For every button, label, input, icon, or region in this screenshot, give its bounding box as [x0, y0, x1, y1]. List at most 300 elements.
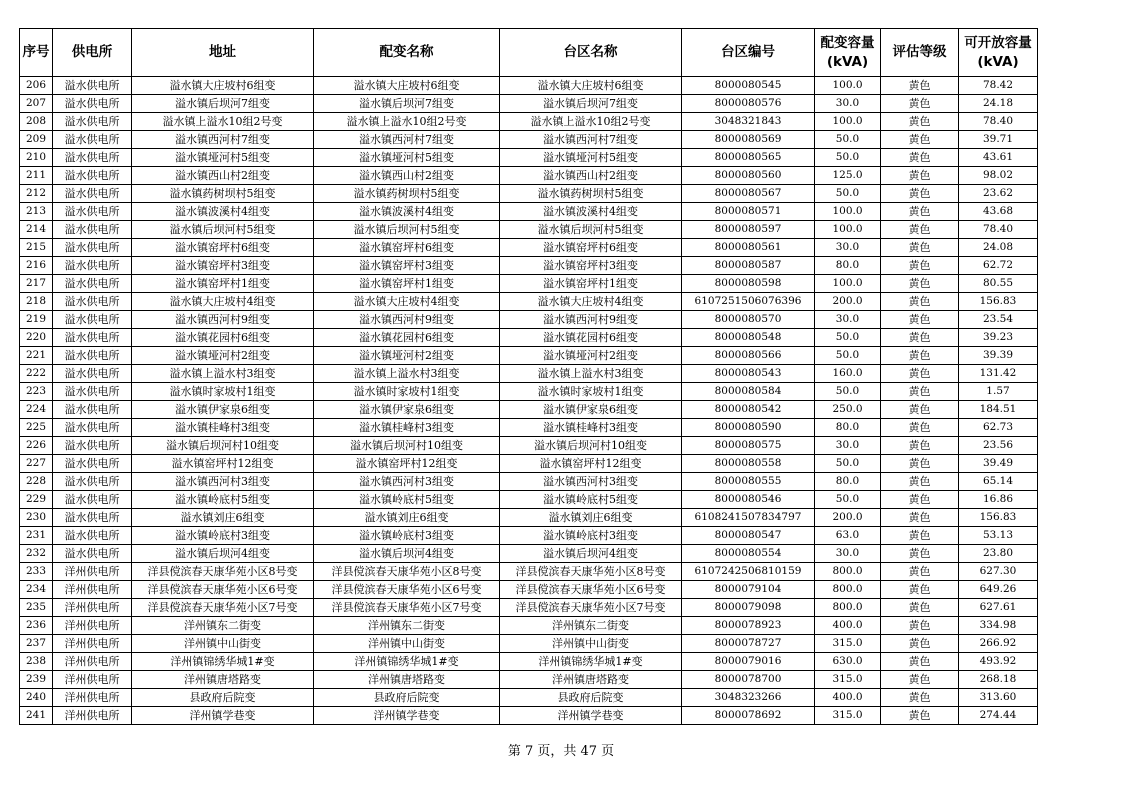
cell-area-name: 溢水镇西河村9组变: [500, 311, 682, 329]
cell-address: 溢水镇窑坪村12组变: [132, 455, 314, 473]
cell-address: 溢水镇后坝河村10组变: [132, 437, 314, 455]
cell-seq: 208: [20, 113, 53, 131]
cell-area-name: 溢水镇垭河村2组变: [500, 347, 682, 365]
cell-transformer: 溢水镇桂峰村3组变: [314, 419, 500, 437]
cell-area-name: 溢水镇西山村2组变: [500, 167, 682, 185]
cell-capacity: 315.0: [815, 707, 881, 725]
cell-transformer: 洋州镇锦绣华城1#变: [314, 653, 500, 671]
cell-area-name: 洋县傥滨春天康华苑小区8号变: [500, 563, 682, 581]
cell-capacity: 800.0: [815, 581, 881, 599]
table-row: [20, 311, 1038, 329]
cell-area-code: 8000080576: [682, 95, 815, 113]
cell-transformer: 溢水镇窑坪村1组变: [314, 275, 500, 293]
cell-area-code: 8000078727: [682, 635, 815, 653]
cell-area-name: 溢水镇窑坪村6组变: [500, 239, 682, 257]
cell-open-capacity: 268.18: [959, 671, 1038, 689]
cell-area-name: 洋县傥滨春天康华苑小区6号变: [500, 581, 682, 599]
table-row: [20, 257, 1038, 275]
cell-grade: 黄色: [881, 77, 959, 95]
cell-grade: 黄色: [881, 653, 959, 671]
cell-station: 洋州供电所: [53, 599, 132, 617]
cell-seq: 223: [20, 383, 53, 401]
cell-address: 溢水镇垭河村2组变: [132, 347, 314, 365]
cell-address: 洋州镇东二街变: [132, 617, 314, 635]
cell-area-code: 8000080543: [682, 365, 815, 383]
cell-area-code: 6108241507834797: [682, 509, 815, 527]
cell-open-capacity: 24.08: [959, 239, 1038, 257]
cell-transformer: 溢水镇西山村2组变: [314, 167, 500, 185]
cell-transformer: 溢水镇后坝河村5组变: [314, 221, 500, 239]
cell-capacity: 160.0: [815, 365, 881, 383]
cell-transformer: 洋州镇唐塔路变: [314, 671, 500, 689]
table-row: [20, 383, 1038, 401]
cell-area-code: 8000078692: [682, 707, 815, 725]
cell-seq: 226: [20, 437, 53, 455]
cell-seq: 225: [20, 419, 53, 437]
cell-capacity: 315.0: [815, 635, 881, 653]
cell-address: 洋县傥滨春天康华苑小区8号变: [132, 563, 314, 581]
cell-address: 溢水镇窑坪村3组变: [132, 257, 314, 275]
cell-capacity: 50.0: [815, 347, 881, 365]
cell-area-code: 8000080558: [682, 455, 815, 473]
cell-seq: 218: [20, 293, 53, 311]
cell-capacity: 50.0: [815, 131, 881, 149]
table-row: [20, 599, 1038, 617]
cell-area-code: 6107251506076396: [682, 293, 815, 311]
cell-transformer: 溢水镇后坝河7组变: [314, 95, 500, 113]
table-row: [20, 401, 1038, 419]
cell-open-capacity: 43.68: [959, 203, 1038, 221]
cell-area-code: 8000080597: [682, 221, 815, 239]
cell-area-name: 洋州镇学巷变: [500, 707, 682, 725]
cell-area-code: 8000080566: [682, 347, 815, 365]
cell-area-code: 8000078700: [682, 671, 815, 689]
cell-seq: 219: [20, 311, 53, 329]
cell-area-name: 溢水镇波溪村4组变: [500, 203, 682, 221]
cell-station: 溢水供电所: [53, 419, 132, 437]
cell-address: 县政府后院变: [132, 689, 314, 707]
cell-seq: 209: [20, 131, 53, 149]
cell-area-code: 3048321843: [682, 113, 815, 131]
header-address: 地址: [132, 29, 314, 77]
cell-area-code: 8000079016: [682, 653, 815, 671]
cell-grade: 黄色: [881, 707, 959, 725]
page-number: 第 7 页，共 47 页: [507, 744, 615, 759]
table-row: [20, 221, 1038, 239]
cell-open-capacity: 184.51: [959, 401, 1038, 419]
cell-grade: 黄色: [881, 275, 959, 293]
cell-address: 洋州镇锦绣华城1#变: [132, 653, 314, 671]
cell-area-code: 8000080548: [682, 329, 815, 347]
table-row: [20, 635, 1038, 653]
header-row: [20, 29, 1038, 77]
cell-capacity: 800.0: [815, 599, 881, 617]
cell-capacity: 63.0: [815, 527, 881, 545]
table-row: [20, 131, 1038, 149]
cell-seq: 236: [20, 617, 53, 635]
cell-address: 洋州镇唐塔路变: [132, 671, 314, 689]
cell-area-name: 溢水镇西河村3组变: [500, 473, 682, 491]
cell-transformer: 溢水镇大庄坡村4组变: [314, 293, 500, 311]
cell-address: 溢水镇花园村6组变: [132, 329, 314, 347]
table-row: [20, 275, 1038, 293]
table-row: [20, 689, 1038, 707]
cell-grade: 黄色: [881, 599, 959, 617]
cell-address: 溢水镇桂峰村3组变: [132, 419, 314, 437]
cell-station: 洋州供电所: [53, 635, 132, 653]
cell-open-capacity: 24.18: [959, 95, 1038, 113]
cell-transformer: 溢水镇垭河村2组变: [314, 347, 500, 365]
cell-address: 溢水镇窑坪村6组变: [132, 239, 314, 257]
cell-seq: 235: [20, 599, 53, 617]
cell-seq: 217: [20, 275, 53, 293]
cell-area-name: 洋州镇东二街变: [500, 617, 682, 635]
cell-station: 溢水供电所: [53, 509, 132, 527]
cell-capacity: 50.0: [815, 455, 881, 473]
cell-seq: 231: [20, 527, 53, 545]
cell-grade: 黄色: [881, 257, 959, 275]
cell-grade: 黄色: [881, 383, 959, 401]
cell-capacity: 30.0: [815, 437, 881, 455]
cell-address: 溢水镇西山村2组变: [132, 167, 314, 185]
cell-open-capacity: 23.62: [959, 185, 1038, 203]
cell-area-name: 溢水镇垭河村5组变: [500, 149, 682, 167]
cell-transformer: 溢水镇后坝河4组变: [314, 545, 500, 563]
cell-transformer: 溢水镇岭底村3组变: [314, 527, 500, 545]
cell-transformer: 溢水镇花园村6组变: [314, 329, 500, 347]
table-row: [20, 239, 1038, 257]
cell-seq: 222: [20, 365, 53, 383]
header-capacity-line1: 配变容量: [820, 34, 875, 51]
cell-address: 溢水镇上溢水10组2号变: [132, 113, 314, 131]
cell-area-name: 洋州镇中山街变: [500, 635, 682, 653]
cell-area-name: 溢水镇岭底村5组变: [500, 491, 682, 509]
cell-grade: 黄色: [881, 95, 959, 113]
cell-seq: 228: [20, 473, 53, 491]
cell-seq: 206: [20, 77, 53, 95]
cell-seq: 216: [20, 257, 53, 275]
cell-area-code: 8000080542: [682, 401, 815, 419]
cell-station: 溢水供电所: [53, 347, 132, 365]
cell-open-capacity: 80.55: [959, 275, 1038, 293]
cell-seq: 224: [20, 401, 53, 419]
table-row: [20, 491, 1038, 509]
cell-capacity: 400.0: [815, 689, 881, 707]
page-footer: [0, 740, 1122, 759]
cell-station: 洋州供电所: [53, 707, 132, 725]
header-station: 供电所: [53, 29, 132, 77]
cell-area-name: 洋州镇唐塔路变: [500, 671, 682, 689]
cell-open-capacity: 627.30: [959, 563, 1038, 581]
cell-open-capacity: 39.39: [959, 347, 1038, 365]
cell-transformer: 县政府后院变: [314, 689, 500, 707]
cell-address: 溢水镇窑坪村1组变: [132, 275, 314, 293]
cell-address: 洋州镇中山街变: [132, 635, 314, 653]
table-row: [20, 473, 1038, 491]
cell-transformer: 溢水镇大庄坡村6组变: [314, 77, 500, 95]
table-row: [20, 113, 1038, 131]
cell-open-capacity: 39.23: [959, 329, 1038, 347]
cell-area-name: 溢水镇大庄坡村6组变: [500, 77, 682, 95]
cell-grade: 黄色: [881, 167, 959, 185]
cell-address: 洋县傥滨春天康华苑小区6号变: [132, 581, 314, 599]
cell-seq: 240: [20, 689, 53, 707]
cell-area-name: 溢水镇药树坝村5组变: [500, 185, 682, 203]
cell-address: 溢水镇后坝河7组变: [132, 95, 314, 113]
cell-seq: 237: [20, 635, 53, 653]
cell-area-code: 8000080584: [682, 383, 815, 401]
cell-capacity: 80.0: [815, 257, 881, 275]
cell-area-code: 8000080571: [682, 203, 815, 221]
cell-area-code: 8000080567: [682, 185, 815, 203]
cell-seq: 238: [20, 653, 53, 671]
cell-capacity: 80.0: [815, 473, 881, 491]
cell-area-code: 8000080587: [682, 257, 815, 275]
cell-open-capacity: 65.14: [959, 473, 1038, 491]
cell-grade: 黄色: [881, 689, 959, 707]
cell-station: 溢水供电所: [53, 491, 132, 509]
header-open-capacity: [959, 29, 1038, 77]
cell-station: 洋州供电所: [53, 617, 132, 635]
cell-seq: 212: [20, 185, 53, 203]
header-capacity: [815, 29, 881, 77]
cell-open-capacity: 62.72: [959, 257, 1038, 275]
cell-transformer: 溢水镇刘庄6组变: [314, 509, 500, 527]
cell-transformer: 溢水镇西河村7组变: [314, 131, 500, 149]
cell-area-code: 8000080569: [682, 131, 815, 149]
cell-station: 洋州供电所: [53, 563, 132, 581]
cell-grade: 黄色: [881, 635, 959, 653]
cell-open-capacity: 43.61: [959, 149, 1038, 167]
cell-area-name: 溢水镇桂峰村3组变: [500, 419, 682, 437]
cell-address: 溢水镇大庄坡村4组变: [132, 293, 314, 311]
cell-area-name: 溢水镇上溢水10组2号变: [500, 113, 682, 131]
cell-grade: 黄色: [881, 581, 959, 599]
cell-open-capacity: 78.42: [959, 77, 1038, 95]
cell-area-name: 溢水镇伊家泉6组变: [500, 401, 682, 419]
cell-transformer: 溢水镇窑坪村3组变: [314, 257, 500, 275]
cell-station: 洋州供电所: [53, 653, 132, 671]
cell-grade: 黄色: [881, 419, 959, 437]
cell-capacity: 50.0: [815, 491, 881, 509]
cell-open-capacity: 78.40: [959, 221, 1038, 239]
header-grade: 评估等级: [881, 29, 959, 77]
cell-station: 溢水供电所: [53, 329, 132, 347]
cell-seq: 230: [20, 509, 53, 527]
cell-capacity: 30.0: [815, 311, 881, 329]
table-row: [20, 455, 1038, 473]
capacity-table: [19, 28, 1038, 725]
cell-seq: 241: [20, 707, 53, 725]
table-row: [20, 707, 1038, 725]
cell-transformer: 溢水镇西河村3组变: [314, 473, 500, 491]
cell-station: 溢水供电所: [53, 149, 132, 167]
cell-station: 溢水供电所: [53, 239, 132, 257]
cell-grade: 黄色: [881, 617, 959, 635]
cell-transformer: 溢水镇药树坝村5组变: [314, 185, 500, 203]
cell-area-code: 8000080590: [682, 419, 815, 437]
cell-area-code: 8000080598: [682, 275, 815, 293]
cell-area-name: 县政府后院变: [500, 689, 682, 707]
cell-station: 溢水供电所: [53, 185, 132, 203]
cell-capacity: 200.0: [815, 509, 881, 527]
cell-transformer: 溢水镇上溢水村3组变: [314, 365, 500, 383]
cell-area-name: 溢水镇后坝河7组变: [500, 95, 682, 113]
cell-transformer: 洋县傥滨春天康华苑小区7号变: [314, 599, 500, 617]
cell-station: 溢水供电所: [53, 293, 132, 311]
table-row: [20, 185, 1038, 203]
cell-grade: 黄色: [881, 239, 959, 257]
cell-seq: 229: [20, 491, 53, 509]
cell-grade: 黄色: [881, 311, 959, 329]
table-row: [20, 437, 1038, 455]
cell-transformer: 洋县傥滨春天康华苑小区6号变: [314, 581, 500, 599]
table-row: [20, 293, 1038, 311]
cell-open-capacity: 62.73: [959, 419, 1038, 437]
cell-station: 溢水供电所: [53, 77, 132, 95]
cell-open-capacity: 23.56: [959, 437, 1038, 455]
cell-station: 溢水供电所: [53, 257, 132, 275]
cell-grade: 黄色: [881, 455, 959, 473]
cell-area-code: 8000079098: [682, 599, 815, 617]
cell-open-capacity: 131.42: [959, 365, 1038, 383]
cell-area-name: 洋州镇锦绣华城1#变: [500, 653, 682, 671]
cell-area-code: 8000080565: [682, 149, 815, 167]
cell-area-name: 溢水镇花园村6组变: [500, 329, 682, 347]
table-row: [20, 167, 1038, 185]
cell-transformer: 溢水镇垭河村5组变: [314, 149, 500, 167]
cell-address: 溢水镇刘庄6组变: [132, 509, 314, 527]
cell-address: 溢水镇上溢水村3组变: [132, 365, 314, 383]
table-body: [20, 77, 1038, 725]
cell-grade: 黄色: [881, 527, 959, 545]
cell-area-code: 8000080545: [682, 77, 815, 95]
cell-grade: 黄色: [881, 365, 959, 383]
table-row: [20, 347, 1038, 365]
cell-seq: 214: [20, 221, 53, 239]
cell-area-code: 8000080555: [682, 473, 815, 491]
cell-open-capacity: 23.54: [959, 311, 1038, 329]
table-row: [20, 617, 1038, 635]
cell-grade: 黄色: [881, 221, 959, 239]
cell-transformer: 洋州镇东二街变: [314, 617, 500, 635]
cell-open-capacity: 156.83: [959, 509, 1038, 527]
cell-capacity: 30.0: [815, 95, 881, 113]
cell-capacity: 315.0: [815, 671, 881, 689]
header-transformer: 配变名称: [314, 29, 500, 77]
cell-grade: 黄色: [881, 509, 959, 527]
cell-station: 溢水供电所: [53, 527, 132, 545]
cell-address: 溢水镇时家坡村1组变: [132, 383, 314, 401]
cell-station: 溢水供电所: [53, 383, 132, 401]
cell-station: 溢水供电所: [53, 221, 132, 239]
cell-seq: 239: [20, 671, 53, 689]
cell-area-name: 溢水镇窑坪村1组变: [500, 275, 682, 293]
cell-transformer: 溢水镇后坝河村10组变: [314, 437, 500, 455]
cell-address: 溢水镇伊家泉6组变: [132, 401, 314, 419]
cell-open-capacity: 266.92: [959, 635, 1038, 653]
table-row: [20, 419, 1038, 437]
cell-station: 洋州供电所: [53, 581, 132, 599]
table-row: [20, 203, 1038, 221]
cell-area-code: 6107242506810159: [682, 563, 815, 581]
cell-grade: 黄色: [881, 401, 959, 419]
cell-station: 溢水供电所: [53, 401, 132, 419]
cell-open-capacity: 313.60: [959, 689, 1038, 707]
cell-transformer: 洋县傥滨春天康华苑小区8号变: [314, 563, 500, 581]
cell-station: 溢水供电所: [53, 275, 132, 293]
header-area-code: 台区编号: [682, 29, 815, 77]
cell-transformer: 洋州镇学巷变: [314, 707, 500, 725]
cell-capacity: 800.0: [815, 563, 881, 581]
cell-seq: 234: [20, 581, 53, 599]
cell-open-capacity: 156.83: [959, 293, 1038, 311]
table-row: [20, 149, 1038, 167]
cell-address: 溢水镇波溪村4组变: [132, 203, 314, 221]
table-row: [20, 95, 1038, 113]
cell-area-name: 洋县傥滨春天康华苑小区7号变: [500, 599, 682, 617]
cell-transformer: 溢水镇伊家泉6组变: [314, 401, 500, 419]
cell-open-capacity: 98.02: [959, 167, 1038, 185]
cell-capacity: 100.0: [815, 203, 881, 221]
cell-capacity: 100.0: [815, 275, 881, 293]
cell-transformer: 溢水镇窑坪村12组变: [314, 455, 500, 473]
cell-area-name: 溢水镇刘庄6组变: [500, 509, 682, 527]
cell-grade: 黄色: [881, 437, 959, 455]
cell-open-capacity: 334.98: [959, 617, 1038, 635]
cell-transformer: 溢水镇岭底村5组变: [314, 491, 500, 509]
cell-transformer: 洋州镇中山街变: [314, 635, 500, 653]
cell-grade: 黄色: [881, 149, 959, 167]
cell-area-code: 8000080570: [682, 311, 815, 329]
cell-transformer: 溢水镇波溪村4组变: [314, 203, 500, 221]
header-open-unit: (kVA): [977, 53, 1019, 70]
cell-open-capacity: 78.40: [959, 113, 1038, 131]
cell-area-name: 溢水镇大庄坡村4组变: [500, 293, 682, 311]
cell-station: 洋州供电所: [53, 671, 132, 689]
cell-area-name: 溢水镇岭底村3组变: [500, 527, 682, 545]
cell-capacity: 50.0: [815, 185, 881, 203]
cell-open-capacity: 39.71: [959, 131, 1038, 149]
table-row: [20, 653, 1038, 671]
cell-open-capacity: 53.13: [959, 527, 1038, 545]
cell-capacity: 50.0: [815, 383, 881, 401]
cell-area-name: 溢水镇时家坡村1组变: [500, 383, 682, 401]
cell-address: 溢水镇后坝河村5组变: [132, 221, 314, 239]
cell-capacity: 100.0: [815, 77, 881, 95]
table-row: [20, 671, 1038, 689]
cell-capacity: 100.0: [815, 221, 881, 239]
cell-area-code: 8000080575: [682, 437, 815, 455]
cell-address: 溢水镇岭底村3组变: [132, 527, 314, 545]
table-row: [20, 77, 1038, 95]
table-row: [20, 545, 1038, 563]
cell-area-name: 溢水镇窑坪村12组变: [500, 455, 682, 473]
cell-address: 溢水镇大庄坡村6组变: [132, 77, 314, 95]
cell-grade: 黄色: [881, 563, 959, 581]
cell-capacity: 250.0: [815, 401, 881, 419]
cell-open-capacity: 627.61: [959, 599, 1038, 617]
cell-open-capacity: 39.49: [959, 455, 1038, 473]
cell-capacity: 30.0: [815, 239, 881, 257]
table-row: [20, 527, 1038, 545]
cell-grade: 黄色: [881, 113, 959, 131]
cell-seq: 221: [20, 347, 53, 365]
cell-area-code: 3048323266: [682, 689, 815, 707]
cell-transformer: 溢水镇西河村9组变: [314, 311, 500, 329]
cell-capacity: 400.0: [815, 617, 881, 635]
header-capacity-unit: (kVA): [826, 53, 869, 70]
